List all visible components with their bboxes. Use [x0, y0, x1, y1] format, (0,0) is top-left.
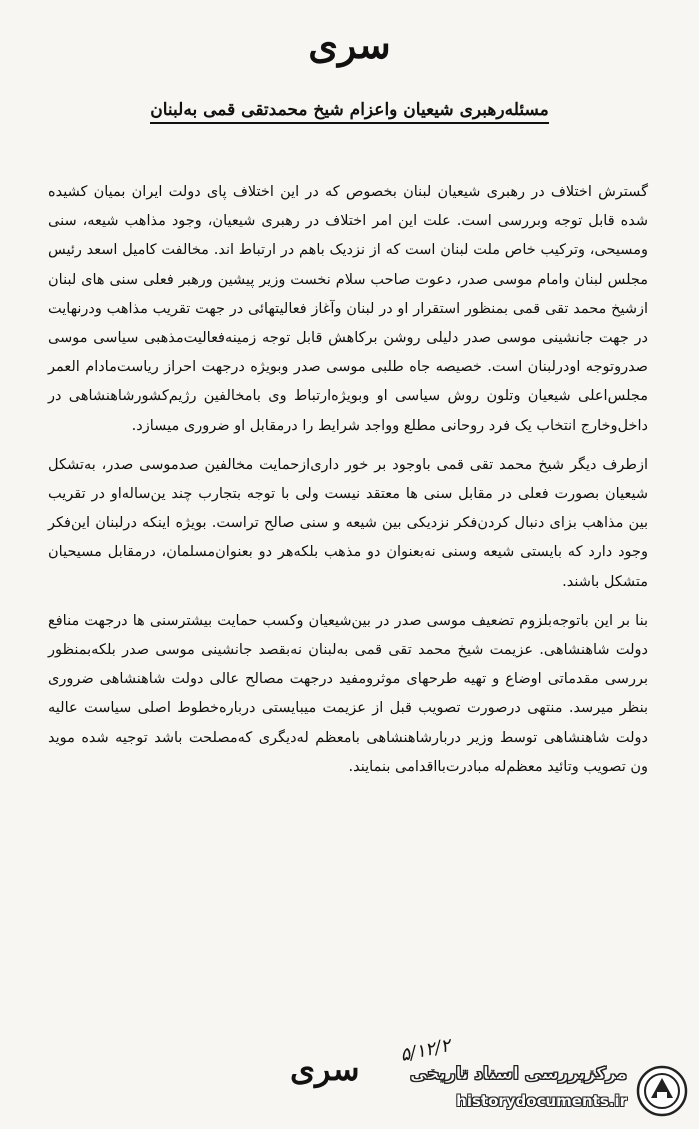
watermark-text-fa: مرکزبررسی اسناد تاریخی	[409, 1064, 627, 1084]
archive-logo-icon	[635, 1064, 689, 1118]
subject-line	[0, 100, 699, 120]
classification-heading: سری	[308, 22, 391, 67]
paragraph-2: ازطرف دیگر شیخ محمد تقی قمی باوجود بر خور داری‌ازحمایت مخالفین صدموسی صدر، به‌تشکل شیعیان بصورت فعلی در مقابل سنی ها معتقد نیست ولی با توجه بتجارب چند ین‌ساله‌او در تقریب بین مذاهب بزای دنبال کردن‌فکر نزدیکی بین شیعه و سنی صالح تراست. بویژه اینکه درلبنان این‌فکر وجود دارد که بایستی شیعه وسنی نه‌بعنوان دو مذهب بلکه‌هر دو بعنوان‌مسلمان، درمقابل مسیحیان متشکل باشند.	[48, 456, 648, 590]
classification-footer: سری	[290, 1050, 360, 1088]
watermark	[389, 1058, 689, 1124]
handwritten-date: ۵/۱۲/۲	[398, 1034, 453, 1067]
watermark-text-en: historydocuments.ir	[456, 1092, 627, 1110]
subject-text: مسئله‌رهبری شیعیان واعزام شیخ محمدتقی قمی به‌لبنان	[150, 100, 548, 124]
document-body	[48, 178, 648, 782]
paragraph-1: گسترش اختلاف در رهبری شیعیان لبنان بخصوص که در این اختلاف پای دولت ایران بمیان کشیده شده قابل توجه وبررسی است. علت این امر اختلاف در رهبری شیعیان، وجود مذاهب شیعه، سنی ومسیحی، وترکیب خاص ملت لبنان است که از نزدیک باهم در ارتباط اند. مخالفت کامیل اسعد رئیس مجلس لبنان وامام موسی صدر، دعوت صاحب سلام نخست وزیر پیشین ورهبر فعلی سنی های لبنان ازشیخ محمد تقی قمی بمنظور استقرار او در لبنان وآغاز فعالیتهائی در جهت تقریب مذاهب ودرنهایت در جهت جانشینی موسی صدر دلیلی روشن برکاهش قابل توجه زمینه‌فعالیت‌مذهبی سیاسی موسی صدروتوجه اودرلبنان است. خصیصه جاه طلبی موسی صدر وبویژه درجهت احراز ریاست‌مادام العمر مجلس‌اعلی شیعیان وتلون روش سیاسی او وبویژه‌ارتباط وی بامخالفین رژیم‌کشورشاهنشاهی در داخل‌وخارج انتخاب یک فرد روحانی مطلع وواجد شرایط را درمقابل او ضروری میسازد.	[48, 184, 648, 434]
paragraph-3: بنا بر این باتوجه‌بلزوم تضعیف موسی صدر در بین‌شیعیان وکسب حمایت بیشترسنی ها درجهت منافع دولت شاهنشاهی. عزیمت شیخ محمد تقی قمی به‌لبنان نه‌بقصد جانشینی موسی صدر بلکه‌بمنظور بررسی مقدماتی اوضاع و تهیه طرحهای موثرومفید درجهت مصالح عالی دولت شاهنشاهی ضروری بنظر میرسد. منتهی درصورت تصویب قبل از عزیمت میبایستی درباره‌خطوط اصلی سیاست عالیه دولت شاهنشاهی توسط وزیر دربارشاهنشاهی بامعظم له‌دیگری که‌مصلحت باشد توجیه شده موید ون تصویب وتائید معظم‌له مبادرت‌بااقدامی بنمایند.	[48, 612, 648, 775]
